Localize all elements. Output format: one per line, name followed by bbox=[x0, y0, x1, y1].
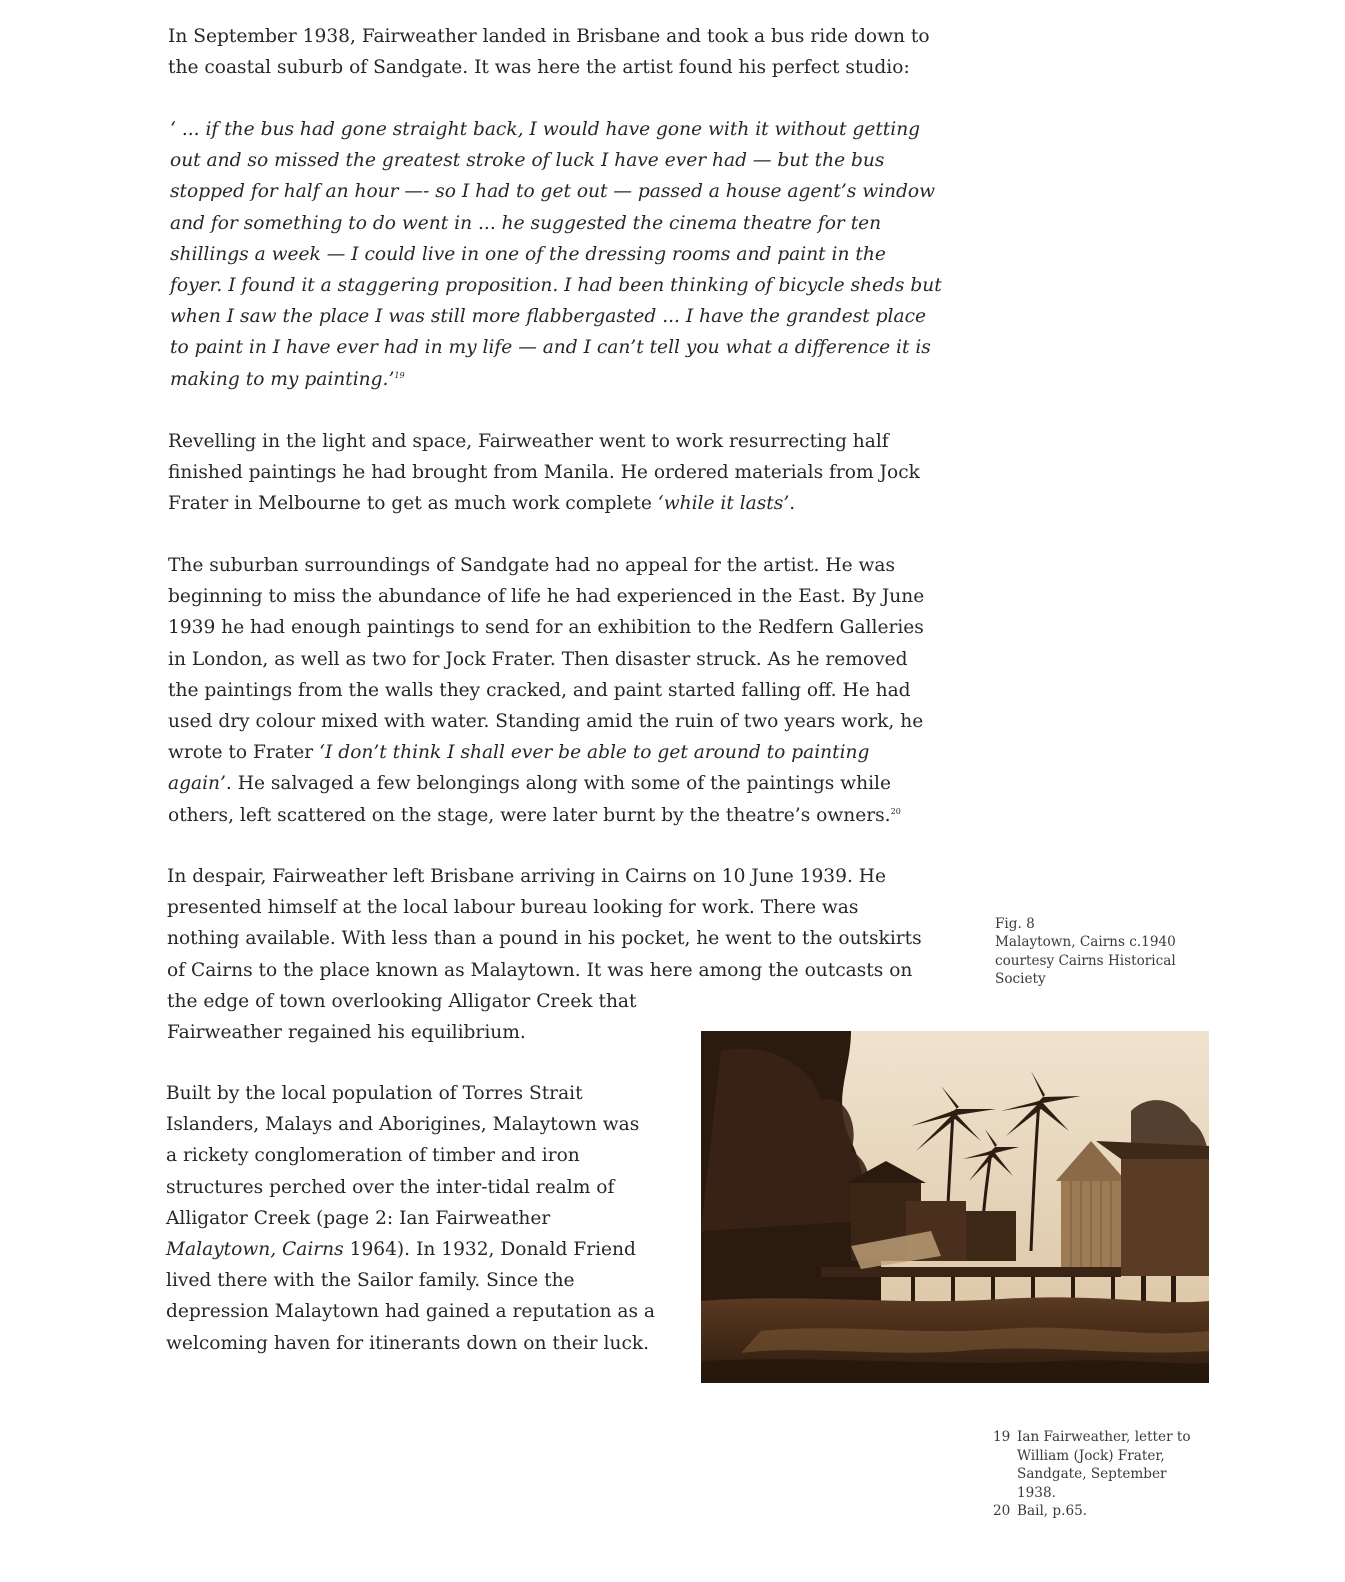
text-line bbox=[170, 364, 950, 395]
text-line: depression Malaytown had gained a reputation as a bbox=[166, 1301, 655, 1323]
figure-label: Fig. 8 bbox=[995, 916, 1035, 932]
text-line: The suburban surroundings of Sandgate had no appeal for the artist. He was bbox=[168, 555, 896, 576]
italic-phrase: again’ bbox=[168, 773, 226, 795]
footnote-number: 20 bbox=[993, 1503, 1011, 1520]
footnote-line: Sandgate, September bbox=[1017, 1466, 1167, 1483]
footnote-20 bbox=[993, 1502, 1208, 1521]
text-line: the edge of town overlooking Alligator Creek that bbox=[167, 990, 637, 1012]
text-line: a rickety conglomeration of timber and iron bbox=[166, 1145, 580, 1167]
text-line: Islanders, Malays and Aborigines, Malaytown was bbox=[166, 1114, 640, 1136]
footnote-line: William (Jock) Frater, bbox=[1017, 1447, 1165, 1464]
text-line: Revelling in the light and space, Fairweather went to work resurrecting half bbox=[168, 431, 889, 452]
text-line: the coastal suburb of Sandgate. It was here the artist found his perfect studio: bbox=[168, 57, 910, 79]
letter-quote bbox=[170, 114, 950, 395]
text-line: the paintings from the walls they cracked, and paint started falling off. He had bbox=[168, 679, 911, 701]
footnotes bbox=[993, 1428, 1208, 1521]
figure-credit: courtesy Cairns Historical bbox=[995, 952, 1176, 969]
footnote-line: Ian Fairweather, letter to bbox=[1017, 1429, 1191, 1445]
italic-phrase: ‘while it lasts’ bbox=[657, 493, 790, 515]
text-run: wrote to Frater bbox=[168, 742, 320, 764]
text-line: Alligator Creek (page 2: Ian Fairweather bbox=[166, 1207, 551, 1229]
text-line: finished paintings he had brought from Manila. He ordered materials from Jock bbox=[168, 462, 920, 484]
text-line: lived there with the Sailor family. Since the bbox=[166, 1270, 575, 1292]
text-line: out and so missed the greatest stroke of luck I have ever had — but the bus bbox=[170, 150, 885, 172]
artwork-title: Malaytown, Cairns bbox=[166, 1239, 344, 1261]
paragraph-4 bbox=[168, 550, 948, 831]
paragraph-5 bbox=[167, 861, 947, 1048]
text-line: ‘ ... if the bus had gone straight back, I would have gone with it without getting bbox=[170, 119, 921, 140]
text-line: shillings a week — I could live in one of the dressing rooms and paint in the bbox=[170, 243, 886, 265]
footnote-text bbox=[1017, 1428, 1191, 1502]
footnote-ref-19: 19 bbox=[394, 370, 405, 380]
text-line bbox=[166, 1234, 686, 1265]
text-line bbox=[168, 488, 948, 519]
text-line: nothing available. With less than a pound in his pocket, he went to the outskirts bbox=[167, 928, 922, 950]
text-line: to paint in I have ever had in my life — and I can’t tell you what a difference it is bbox=[170, 337, 931, 359]
footnote-19 bbox=[993, 1428, 1208, 1502]
text-run: . bbox=[789, 493, 796, 515]
text-line: In despair, Fairweather left Brisbane arriving in Cairns on 10 June 1939. He bbox=[167, 866, 887, 887]
footnote-line: Bail, p.65. bbox=[1017, 1503, 1088, 1520]
text-run: others, left scattered on the stage, were later burnt by the theatre’s owners. bbox=[168, 804, 891, 826]
photo-image bbox=[701, 1031, 1209, 1383]
text-line: foyer. I found it a staggering proposition. I had been thinking of bicycle sheds but bbox=[170, 275, 942, 297]
malaytown-photograph bbox=[701, 1031, 1209, 1383]
footnote-ref-20: 20 bbox=[890, 806, 901, 816]
text-line: 1939 he had enough paintings to send for an exhibition to the Redfern Galleries bbox=[168, 617, 924, 639]
text-run: Frater in Melbourne to get as much work complete bbox=[168, 493, 658, 515]
text-run: . He salvaged a few belongings along with some of the paintings while bbox=[225, 773, 891, 795]
italic-phrase: ‘I don’t think I shall ever be able to get around to painting bbox=[319, 742, 870, 764]
text-line: Built by the local population of Torres Strait bbox=[166, 1083, 583, 1104]
text-line: presented himself at the local labour bureau looking for work. There was bbox=[167, 897, 859, 919]
text-line: Fairweather regained his equilibrium. bbox=[167, 1022, 526, 1044]
text-line bbox=[168, 800, 948, 831]
text-line: when I saw the place I was still more flabbergasted ... I have the grandest place bbox=[170, 306, 926, 328]
paragraph-6 bbox=[166, 1078, 686, 1359]
paragraph-1 bbox=[168, 21, 948, 83]
text-line: structures perched over the inter-tidal realm of bbox=[166, 1176, 615, 1198]
text-line: beginning to miss the abundance of life he had experienced in the East. By June bbox=[168, 586, 925, 608]
footnote-line: 1938. bbox=[1017, 1484, 1056, 1501]
text-line: stopped for half an hour —- so I had to get out — passed a house agent’s window bbox=[170, 181, 936, 203]
text-line bbox=[168, 768, 948, 799]
text-line bbox=[168, 737, 948, 768]
text-line: welcoming haven for itinerants down on their luck. bbox=[166, 1332, 650, 1354]
text-run: 1964). In 1932, Donald Friend bbox=[343, 1239, 636, 1261]
text-line: of Cairns to the place known as Malaytown. It was here among the outcasts on bbox=[167, 959, 913, 981]
text-line: In September 1938, Fairweather landed in Brisbane and took a bus ride down to bbox=[168, 26, 930, 47]
figure-caption bbox=[995, 915, 1205, 989]
text-line: used dry colour mixed with water. Standing amid the ruin of two years work, he bbox=[168, 711, 924, 733]
figure-credit: Society bbox=[995, 971, 1046, 988]
text-line: in London, as well as two for Jock Frater. Then disaster struck. As he removed bbox=[168, 648, 908, 670]
footnote-number: 19 bbox=[993, 1429, 1011, 1445]
quote-end: making to my painting.’ bbox=[170, 368, 395, 390]
footnote-text bbox=[1017, 1502, 1087, 1521]
paragraph-3 bbox=[168, 426, 948, 520]
figure-title: Malaytown, Cairns c.1940 bbox=[995, 934, 1176, 951]
text-line: and for something to do went in ... he suggested the cinema theatre for ten bbox=[170, 212, 882, 234]
